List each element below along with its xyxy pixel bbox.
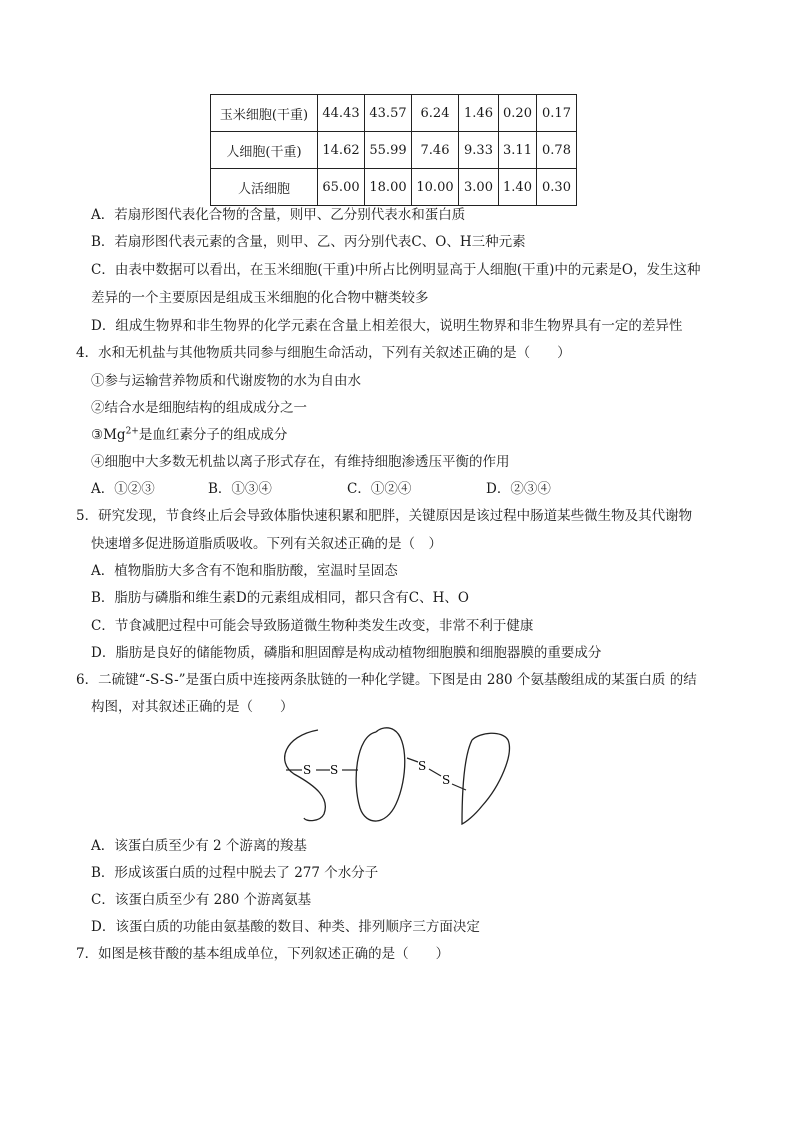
sulfur-label: S [330,763,339,777]
table-cell: 0.78 [537,132,577,169]
table-cell: 7.46 [412,132,459,169]
q3-option-c-line2: 差异的一个主要原因是组成玉米细胞的化合物中糖类较多 [91,290,429,306]
q5-option-a: A．植物脂肪大多含有不饱和脂肪酸，室温时呈固态 [91,563,398,579]
q5-stem-line1: 5．研究发现，节食终止后会导致体脂快速积累和肥胖，关键原因是该过程中肠道某些微生物及其代谢物 [76,508,693,524]
q4-item-3-pre: ③Mg [91,427,126,443]
row-label: 人活细胞 [211,169,318,206]
row-label: 人细胞(干重) [211,132,318,169]
q3-option-b: B．若扇形图代表元素的含量，则甲、乙、丙分别代表C、O、H三种元素 [91,234,526,250]
table-cell: 0.20 [499,95,537,132]
table-cell: 44.43 [318,95,365,132]
row-label: 玉米细胞(干重) [211,95,318,132]
peptide-chain-middle [356,728,405,821]
q6-option-a: A．该蛋白质至少有 2 个游离的羧基 [91,838,307,854]
q4-option-c: C．①②④ [347,481,412,497]
table-cell: 9.33 [459,132,499,169]
q4-item-3-post: 是血红素分子的组成成分 [138,427,288,443]
q5-option-c: C．节食减肥过程中可能会导致肠道微生物种类发生改变，非常不利于健康 [91,618,534,634]
table-cell: 1.40 [499,169,537,206]
q3-option-d: D．组成生物界和非生物界的化学元素在含量上相差很大，说明生物界和非生物界具有一定的差异性 [91,318,683,334]
q6-option-d: D．该蛋白质的功能由氨基酸的数目、种类、排列顺序三方面决定 [91,919,480,935]
element-content-table [210,94,577,206]
table-cell: 6.24 [412,95,459,132]
q6-option-b: B．形成该蛋白质的过程中脱去了 277 个水分子 [91,865,379,881]
table-cell: 14.62 [318,132,365,169]
q4-item-3 [91,426,287,444]
q4-item-1: ①参与运输营养物质和代谢废物的水为自由水 [91,373,361,389]
q4-option-b: B．①③④ [208,481,272,497]
table-row [211,132,577,169]
q4-item-3-sup: 2+ [125,426,139,437]
peptide-chain-right [462,733,509,824]
table-cell: 1.46 [459,95,499,132]
table-cell: 0.17 [537,95,577,132]
table-cell: 0.30 [537,169,577,206]
q4-stem: 4．水和无机盐与其他物质共同参与细胞生命活动，下列有关叙述正确的是（ ） [76,345,571,361]
q4-item-4: ④细胞中大多数无机盐以离子形式存在，有维持细胞渗透压平衡的作用 [91,454,510,470]
q4-option-d: D．②③④ [486,481,551,497]
table-cell: 43.57 [365,95,412,132]
q5-stem-line2: 快速增多促进肠道脂质吸收。下列有关叙述正确的是（ ） [91,536,442,552]
table-cell: 10.00 [412,169,459,206]
q3-option-a: A．若扇形图代表化合物的含量，则甲、乙分别代表水和蛋白质 [91,207,466,223]
bond-line [407,758,418,762]
bond-line [452,784,466,790]
q5-option-d: D．脂肪是良好的储能物质，磷脂和胆固醇是构成动植物细胞膜和细胞器膜的重要成分 [91,645,602,661]
q6-stem-line2: 构图，对其叙述正确的是（ ） [91,699,294,715]
table-cell: 3.00 [459,169,499,206]
q5-option-b: B．脂肪与磷脂和维生素D的元素组成相同，都只含有C、H、O [91,590,469,606]
q4-item-2: ②结合水是细胞结构的组成成分之一 [91,400,307,416]
table-cell: 18.00 [365,169,412,206]
sulfur-label: S [442,773,451,787]
q7-stem: 7．如图是核苷酸的基本组成单位，下列叙述正确的是（ ） [76,946,450,962]
q6-stem-line1: 6．二硫键“-S-S-”是蛋白质中连接两条肽链的一种化学键。下图是由 280 个氨基酸组成的某蛋白质 的结 [76,672,697,688]
table-row [211,169,577,206]
table-cell: 3.11 [499,132,537,169]
bond-line [429,769,441,776]
table-cell: 55.99 [365,132,412,169]
table-cell: 65.00 [318,169,365,206]
q3-option-c-line1: C．由表中数据可以看出，在玉米细胞(干重)中所占比例明显高于人细胞(干重)中的元素是O，发生这种 [91,262,701,278]
q4-option-a: A．①②③ [91,481,155,497]
sulfur-label: S [303,763,312,777]
table-row [211,95,577,132]
sulfur-label: S [418,759,427,773]
protein-structure-diagram [276,722,512,828]
q6-option-c: C．该蛋白质至少有 280 个游离氨基 [91,892,312,908]
